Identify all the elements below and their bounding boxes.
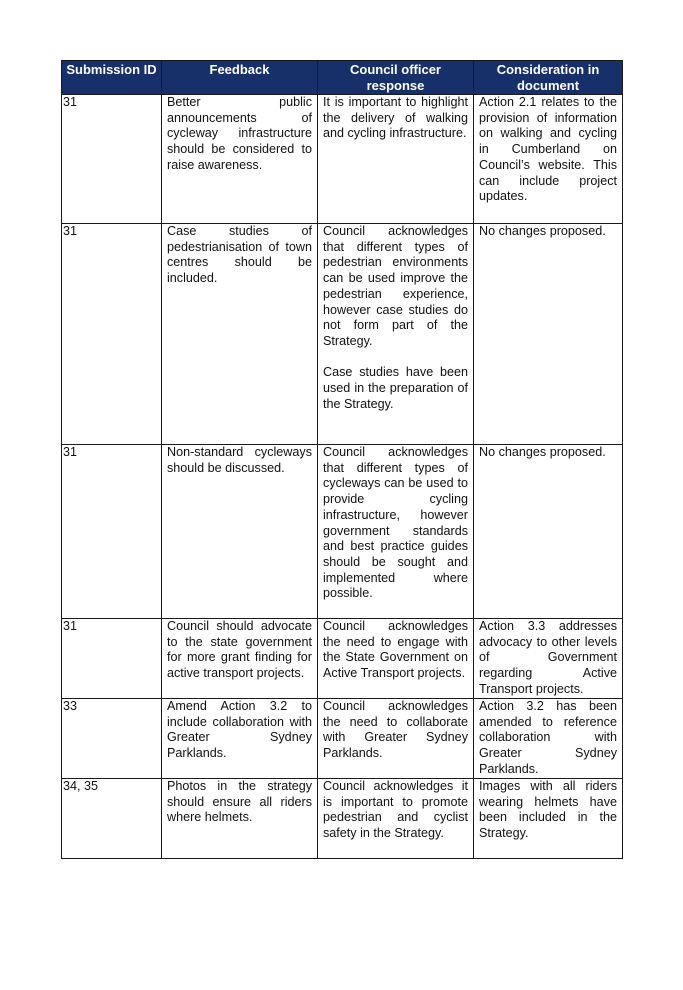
consideration-cell	[474, 445, 623, 619]
cell-paragraph: Action 3.3 addresses advocacy to other levels of Government regarding Active Transport projects.	[479, 619, 617, 696]
cell-paragraph: Photos in the strategy should ensure all riders where helmets.	[167, 779, 312, 825]
table-header	[62, 61, 623, 95]
submissions-table	[61, 60, 623, 859]
cell-paragraph: No changes proposed.	[479, 445, 606, 459]
feedback-cell	[162, 699, 318, 779]
cell-paragraph: No changes proposed.	[479, 224, 606, 238]
cell-paragraph: Better public announcements of cycleway infrastructure should be considered to raise awareness.	[167, 95, 312, 172]
submission-id-cell: 31	[62, 224, 162, 445]
consideration-cell	[474, 699, 623, 779]
table-body	[62, 95, 623, 859]
table-row	[62, 699, 623, 779]
submission-id-cell: 34, 35	[62, 779, 162, 859]
cell-paragraph: Case studies have been used in the preparation of the Strategy.	[323, 365, 468, 411]
submission-id-cell: 31	[62, 95, 162, 224]
feedback-cell	[162, 224, 318, 445]
council-response-cell	[318, 95, 474, 224]
header-consideration: Consideration in document	[474, 61, 623, 95]
cell-paragraph: Council acknowledges the need to engage with the State Government on Active Transport projects.	[323, 619, 468, 681]
cell-paragraph: Images with all riders wearing helmets have been included in the Strategy.	[479, 779, 617, 841]
table-row	[62, 779, 623, 859]
cell-paragraph: Council acknowledges the need to collaborate with Greater Sydney Parklands.	[323, 699, 468, 761]
cell-paragraph: It is important to highlight the delivery of walking and cycling infrastructure.	[323, 95, 468, 141]
feedback-cell	[162, 445, 318, 619]
submission-id-cell: 31	[62, 619, 162, 699]
consideration-cell	[474, 619, 623, 699]
header-row	[62, 61, 623, 95]
header-submission-id: Submission ID	[62, 61, 162, 95]
council-response-cell	[318, 224, 474, 445]
submission-id-cell: 33	[62, 699, 162, 779]
cell-paragraph: Non-standard cycleways should be discussed.	[167, 445, 312, 475]
feedback-cell	[162, 779, 318, 859]
council-response-cell	[318, 619, 474, 699]
feedback-cell	[162, 619, 318, 699]
consideration-cell	[474, 224, 623, 445]
table-row	[62, 224, 623, 445]
feedback-cell	[162, 95, 318, 224]
cell-paragraph: Council acknowledges that different types of cycleways can be used to provide cycling infrastructure, however government standards and best practice guides should be sought and implemented where possible.	[323, 445, 468, 601]
cell-paragraph: Council acknowledges that different types of pedestrian environments can be used improve the pedestrian experience, however case studies do not form part of the Strategy.	[323, 224, 468, 348]
consideration-cell	[474, 779, 623, 859]
cell-paragraph: Case studies of pedestrianisation of town centres should be included.	[167, 224, 312, 286]
council-response-cell	[318, 445, 474, 619]
table-row	[62, 445, 623, 619]
cell-paragraph: Action 3.2 has been amended to reference collaboration with Greater Sydney Parklands.	[479, 699, 617, 776]
cell-paragraph: Action 2.1 relates to the provision of information on walking and cycling in Cumberland on Council’s website. This can include project updates.	[479, 95, 617, 204]
council-response-cell	[318, 699, 474, 779]
consideration-cell	[474, 95, 623, 224]
table-row	[62, 95, 623, 224]
header-feedback: Feedback	[162, 61, 318, 95]
table-row	[62, 619, 623, 699]
cell-paragraph: Amend Action 3.2 to include collaboration with Greater Sydney Parklands.	[167, 699, 312, 761]
submission-id-cell: 31	[62, 445, 162, 619]
cell-paragraph: Council should advocate to the state government for more grant finding for active transport projects.	[167, 619, 312, 681]
header-council-response: Council officer response	[318, 61, 474, 95]
council-response-cell	[318, 779, 474, 859]
cell-paragraph: Council acknowledges it is important to promote pedestrian and cyclist safety in the Strategy.	[323, 779, 468, 841]
